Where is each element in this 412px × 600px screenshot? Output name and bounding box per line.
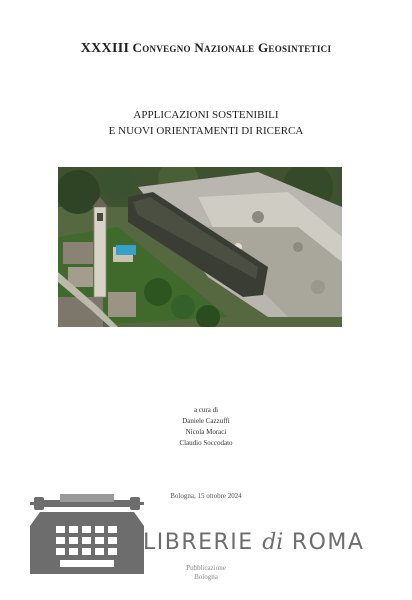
editors-label: a cura di: [193, 406, 219, 414]
subtitle-line-1: APPLICAZIONI SOSTENIBILI: [133, 109, 279, 121]
place-date: Bologna, 15 ottobre 2024: [170, 492, 242, 500]
editor-name: Nicola Moraci: [185, 428, 227, 436]
watermark-brand: [143, 530, 364, 555]
editor-name: Claudio Soccodato: [179, 439, 233, 447]
brand-di: di: [262, 530, 284, 555]
book-subtitle: [0, 107, 412, 139]
cover-photo: [58, 167, 342, 327]
editor-name: Daniele Cazzuffi: [182, 417, 230, 425]
watermark-subtext: [0, 564, 412, 582]
watermark-sub-2: Bologna: [194, 573, 218, 581]
subtitle-line-2: E NUOVI ORIENTAMENTI DI RICERCA: [108, 125, 304, 137]
brand-main: LIBRERIE: [143, 530, 254, 555]
title-prefix: XXXIII: [80, 41, 130, 56]
aerial-photo-icon: [58, 167, 342, 327]
title-rest: Convegno Nazionale Geosintetici: [132, 40, 332, 55]
watermark-sub-1: Pubblicazione: [186, 564, 226, 572]
brand-city: ROMA: [291, 530, 365, 555]
conference-title: [0, 40, 412, 57]
editors-block: [0, 405, 412, 449]
